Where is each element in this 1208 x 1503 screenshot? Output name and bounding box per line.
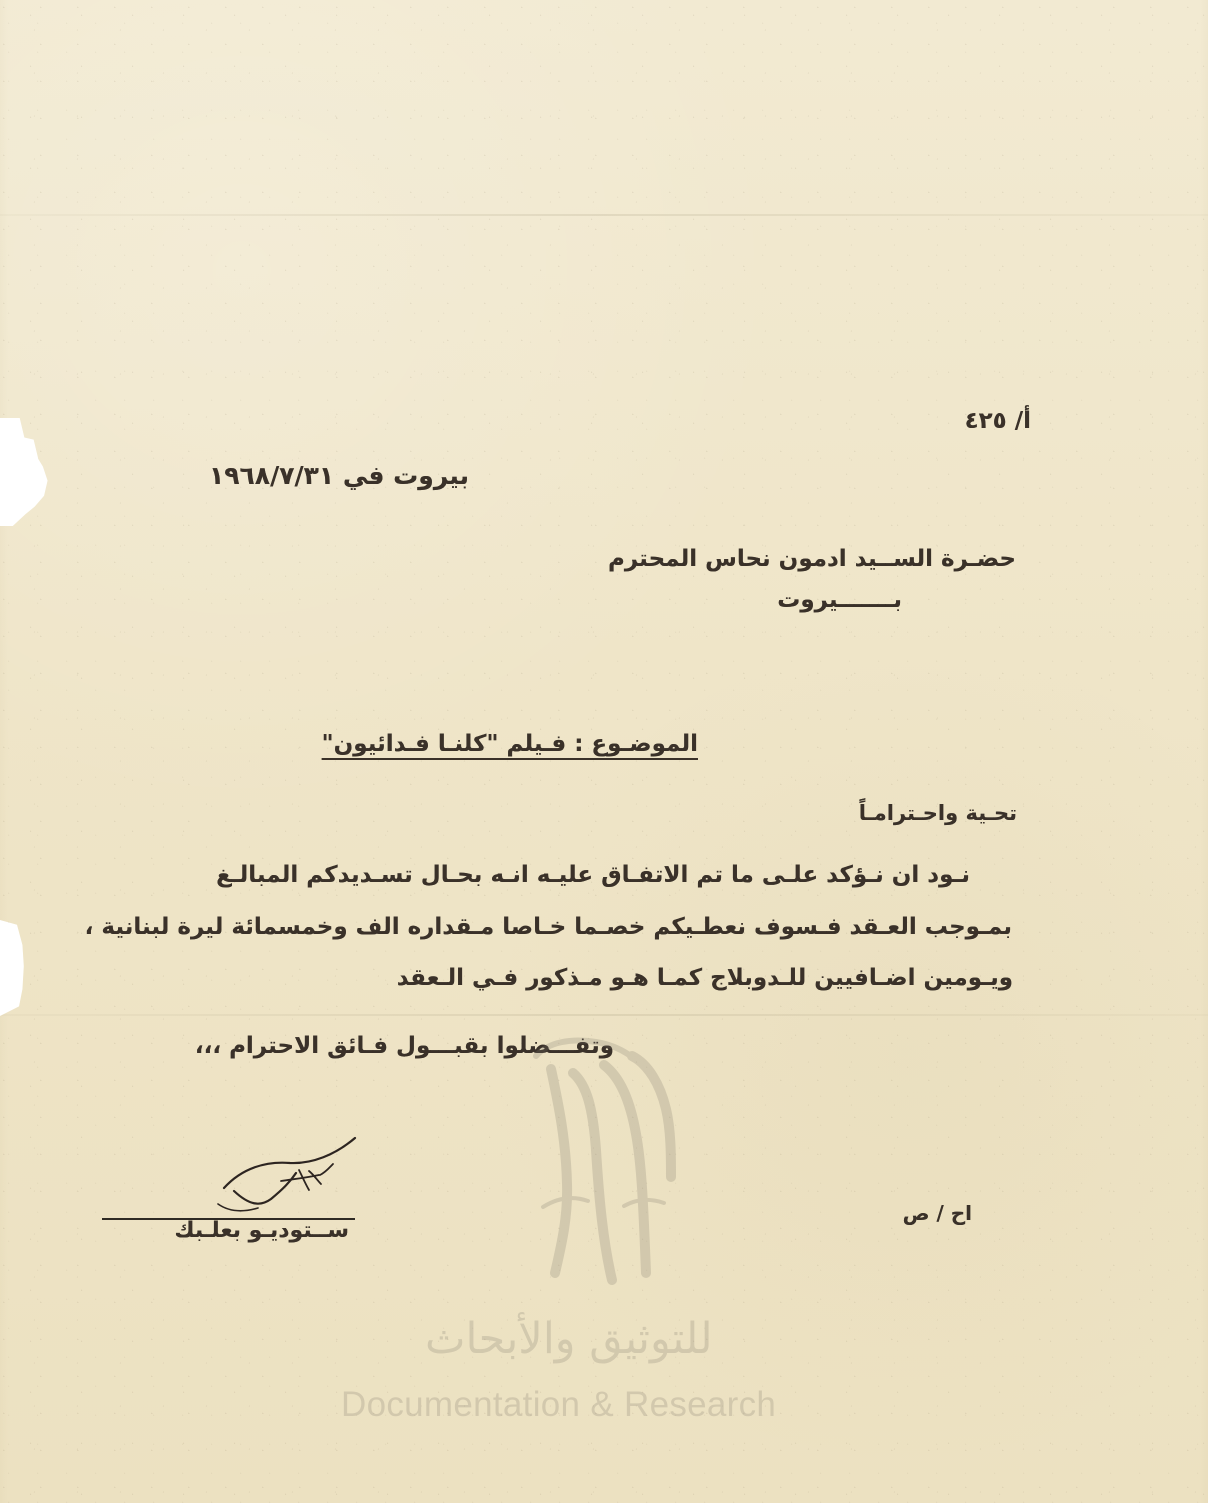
watermark-arabic: للتوثيق والأبحاث <box>425 1314 713 1364</box>
sender-name: ســتوديـو بعلـبك <box>174 1218 349 1243</box>
page-shadow-left <box>0 0 8 1503</box>
closing-line: وتفـــضلوا بقبـــول فـائق الاحترام ،،، <box>194 1033 614 1059</box>
subject-line: الموضـوع : فـيلم "كلنـا فـدائيون" <box>321 731 698 757</box>
archive-logo-icon <box>514 1028 690 1292</box>
body-line: بمـوجب العـقد فـسوف نعطـيكم خصـما خـاصا مـقداره الف وخمسمائة ليرة لبنانية ، <box>84 914 1012 940</box>
archive-watermark <box>341 1028 871 1438</box>
paper-crease <box>0 1014 1208 1016</box>
watermark-english: Documentation & Research <box>341 1385 777 1424</box>
paper-crease <box>0 214 1208 216</box>
typist-initials: اح / ص <box>902 1201 972 1225</box>
reference-number: أ/ ٤٢٥ <box>964 408 1031 434</box>
page-shadow-right <box>1200 0 1208 1503</box>
recipient-city: بـــــــيروت <box>777 587 902 613</box>
body-line: ويـومين اضـافيين للـدوبلاج كمـا هـو مـذكور فـي الـعقد <box>396 965 1013 991</box>
body-line: نـود ان نـؤكد علـى ما تم الاتفـاق عليـه انـه بحـال تسـديدكم المبالـغ <box>216 862 970 888</box>
letter-date: بيروت في ١٩٦٨/٧/٣١ <box>209 461 469 490</box>
recipient-name: حضـرة الســيد ادمون نحاس المحترم <box>608 546 1016 572</box>
greeting: تحـية واحـترامـاً <box>858 801 1017 825</box>
